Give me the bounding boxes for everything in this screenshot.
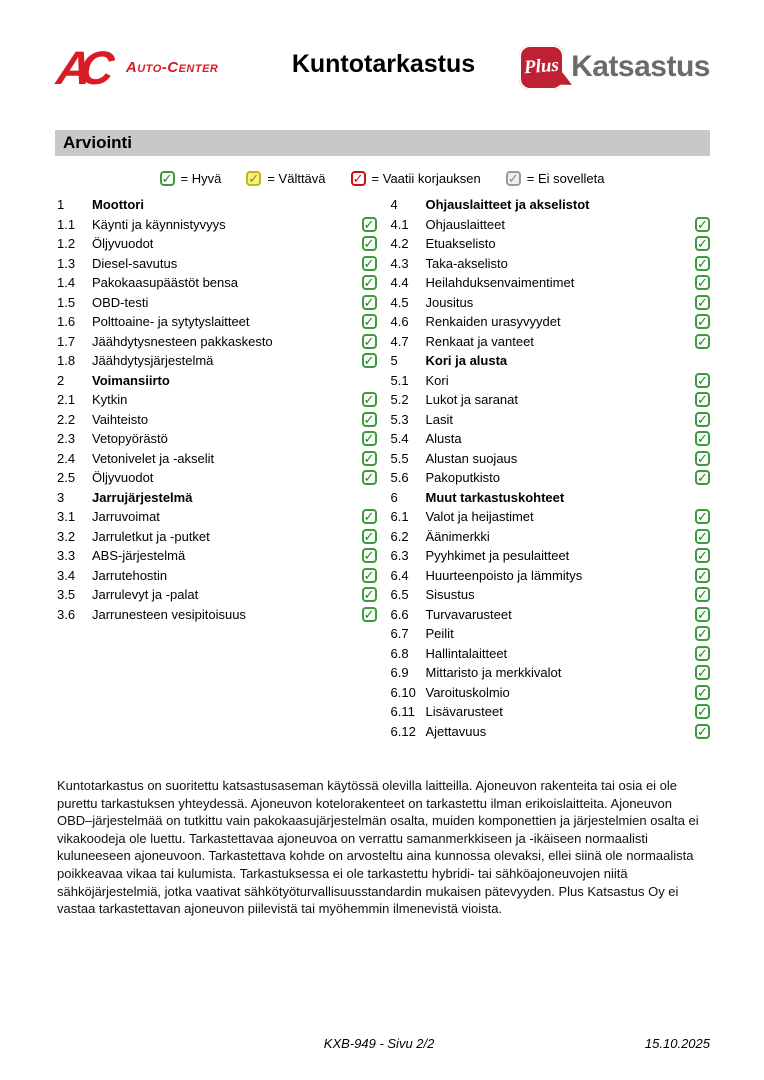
status-slot (693, 509, 710, 524)
item-label: Valot ja heijastimet (425, 509, 534, 525)
checklist-row (57, 293, 377, 313)
checkbox-good-icon: ✓ (695, 236, 710, 251)
item-label: Lisävarusteet (425, 704, 503, 720)
katsastus-logo-text: Katsastus (571, 50, 710, 83)
checkbox-good-icon: ✓ (362, 509, 377, 524)
item-number: 5.5 (390, 450, 409, 466)
item-number: 6.11 (390, 704, 415, 720)
item-label: Lasit (425, 411, 453, 427)
checkbox-good-icon: ✓ (695, 295, 710, 310)
item-label: Moottori (92, 197, 144, 213)
status-slot (693, 217, 710, 232)
page-title: Kuntotarkastus (291, 50, 476, 79)
item-number: 4.3 (390, 255, 409, 271)
item-label: Renkaiden urasyvyydet (425, 314, 561, 330)
item-label: Diesel-savutus (92, 255, 178, 271)
status-slot (693, 295, 710, 310)
checkbox-good-icon: ✓ (362, 392, 377, 407)
checklist-row (57, 332, 377, 352)
item-label: Ajettavuus (425, 723, 487, 739)
checkbox-good-icon: ✓ (362, 451, 377, 466)
item-number: 3.3 (57, 548, 76, 564)
checkbox-good-icon: ✓ (695, 568, 710, 583)
item-number: 2.5 (57, 470, 76, 486)
checklist-row (57, 507, 377, 527)
item-number: 4.4 (390, 275, 409, 291)
status-slot (360, 295, 377, 310)
checkbox-good-icon: ✓ (695, 665, 710, 680)
status-slot (693, 665, 710, 680)
report-header (54, 34, 710, 100)
item-label: Turvavarusteet (425, 606, 512, 622)
item-number: 6 (390, 489, 398, 505)
item-number: 5.1 (390, 372, 409, 388)
legend-item-good (160, 171, 222, 186)
checklist-row (57, 351, 377, 371)
checklist-row (391, 566, 711, 586)
item-label: Kori (425, 372, 449, 388)
item-label: Alustan suojaus (425, 450, 518, 466)
checkbox-na-icon: ✓ (506, 171, 521, 186)
item-number: 2.4 (57, 450, 76, 466)
checklist-row (391, 624, 711, 644)
item-label: Öljyvuodot (92, 236, 154, 252)
status-slot (693, 529, 710, 544)
section-header-row (391, 351, 711, 371)
item-label: Mittaristo ja merkkivalot (425, 665, 562, 681)
section-header-row (57, 195, 377, 215)
checkbox-good-icon: ✓ (695, 314, 710, 329)
item-number: 3 (57, 489, 65, 505)
checkbox-good-icon: ✓ (362, 548, 377, 563)
status-slot (360, 217, 377, 232)
checkbox-good-icon: ✓ (695, 392, 710, 407)
status-slot (360, 451, 377, 466)
checklist-row (391, 332, 711, 352)
item-label: Heilahduksenvaimentimet (425, 275, 575, 291)
checkbox-good-icon: ✓ (695, 587, 710, 602)
item-label: Peilit (425, 626, 454, 642)
checkbox-good-icon: ✓ (362, 470, 377, 485)
checklist-row (391, 585, 711, 605)
status-slot (693, 646, 710, 661)
legend-item-na (506, 171, 605, 186)
status-slot (360, 353, 377, 368)
item-number: 3.4 (57, 567, 76, 583)
checkbox-good-icon: ✓ (695, 704, 710, 719)
checklist-row (57, 390, 377, 410)
page-footer (57, 1036, 710, 1052)
status-slot (360, 256, 377, 271)
checkbox-good-icon: ✓ (362, 236, 377, 251)
checkbox-good-icon: ✓ (362, 275, 377, 290)
footer-date: 15.10.2025 (644, 1036, 710, 1051)
status-slot (693, 587, 710, 602)
checkbox-good-icon: ✓ (695, 451, 710, 466)
disclaimer-text: Kuntotarkastus on suoritettu katsastusaseman käytössä olevilla laitteilla. Ajoneuvon rakenteita tai osia ei ole purettu tarkastuksen yhteydessä. Ajoneuvon kotelorakenteet on tarkastettu ilman erikoislaitteita. Ajoneuvon OBD–järjestelmää on tutkittu vain pakokaasujärjestelmän osalta, muiden komponettien ja järjestelmien osalta ei vikakoodeja ole luettu. Tarkastettavaa ajoneuvoa on verrattu samanmerkkiseen ja -ikäiseen normaalisti kuluneeseen ajoneuvoon. Tarkastettava kohde on arvosteltu aina kunnossa olevaksi, ellei siinä ole normaalista poikkeavaa vikaa tai kulumista. Tarkastuksessa ei ole tarkastettu hybridi- tai sähköajoneuvojen niitä sähköjärjestelmiä, jotka vaativat sähkötyöturvallisuusstandardin mukaisen pätevyyden. Plus Katsastus Oy ei vastaa tarkastettavan ajoneuvon piilevistä tai myöhemmin ilmenevistä vioista. (57, 778, 699, 917)
checkbox-good-icon: ✓ (695, 724, 710, 739)
item-label: Ohjauslaitteet ja akselistot (425, 197, 590, 213)
plus-speech-bubble-icon (519, 45, 564, 90)
checklist-row (57, 546, 377, 566)
checklist-row (391, 546, 711, 566)
item-number: 6.1 (390, 509, 409, 525)
checklist-row (391, 254, 711, 274)
status-slot (360, 392, 377, 407)
checkbox-good-icon: ✓ (362, 431, 377, 446)
item-label: Pakokaasupäästöt bensa (92, 275, 238, 291)
status-slot (693, 412, 710, 427)
item-label: Jarrunesteen vesipitoisuus (92, 606, 246, 622)
checkbox-good-icon: ✓ (695, 275, 710, 290)
checklist-row (57, 215, 377, 235)
checkbox-good-icon: ✓ (362, 314, 377, 329)
checkbox-good-icon: ✓ (695, 607, 710, 622)
checkbox-good-icon: ✓ (362, 529, 377, 544)
checklist-row (391, 527, 711, 547)
checkbox-good-icon: ✓ (695, 529, 710, 544)
item-label: Vaihteisto (92, 411, 149, 427)
item-label: Jarrulevyt ja -palat (92, 587, 199, 603)
item-label: Jarruletkut ja -putket (92, 528, 210, 544)
status-slot (693, 704, 710, 719)
checkbox-good-icon: ✓ (695, 256, 710, 271)
checklist-row (391, 390, 711, 410)
item-label: Taka-akselisto (425, 255, 508, 271)
checkbox-good-icon: ✓ (695, 431, 710, 446)
item-number: 1 (57, 197, 65, 213)
status-slot (360, 275, 377, 290)
item-number: 2 (57, 372, 65, 388)
item-number: 6.5 (390, 587, 409, 603)
status-slot (360, 236, 377, 251)
legend-item-repair (351, 171, 481, 186)
checklist-row (391, 234, 711, 254)
item-number: 5.4 (390, 431, 409, 447)
item-label: Alusta (425, 431, 462, 447)
item-number: 3.5 (57, 587, 76, 603)
checkbox-good-icon: ✓ (695, 626, 710, 641)
item-number: 6.8 (390, 645, 409, 661)
item-label: OBD-testi (92, 294, 149, 310)
checklist (57, 195, 710, 741)
checklist-row (57, 468, 377, 488)
checklist-row (391, 429, 711, 449)
status-slot (360, 548, 377, 563)
item-number: 6.7 (390, 626, 409, 642)
status-slot (693, 685, 710, 700)
item-number: 4.2 (390, 236, 409, 252)
checklist-row (57, 449, 377, 469)
item-label: Jousitus (425, 294, 474, 310)
checklist-row (391, 293, 711, 313)
legend-item-fair (246, 171, 325, 186)
item-number: 2.2 (57, 411, 76, 427)
checklist-row (391, 663, 711, 683)
checklist-column-right (391, 195, 711, 741)
item-label: ABS-järjestelmä (92, 548, 186, 564)
checkbox-good-icon: ✓ (362, 587, 377, 602)
section-header-row (57, 371, 377, 391)
checkbox-good-icon: ✓ (362, 217, 377, 232)
item-number: 5.2 (390, 392, 409, 408)
item-number: 1.2 (57, 236, 76, 252)
item-label: Lukot ja saranat (425, 392, 519, 408)
item-label: Muut tarkastuskohteet (425, 489, 565, 505)
item-label: Äänimerkki (425, 528, 490, 544)
item-number: 5.6 (390, 470, 409, 486)
status-slot (693, 256, 710, 271)
item-label: Sisustus (425, 587, 475, 603)
checkbox-good-icon: ✓ (695, 217, 710, 232)
status-slot (693, 275, 710, 290)
item-label: Etuakselisto (425, 236, 496, 252)
item-number: 6.4 (390, 567, 409, 583)
checklist-row (57, 254, 377, 274)
item-label: Varoituskolmio (425, 684, 510, 700)
section-bar-title: Arviointi (63, 133, 132, 152)
checklist-row (391, 468, 711, 488)
item-number: 5.3 (390, 411, 409, 427)
checkbox-good-icon: ✓ (695, 509, 710, 524)
checkbox-good-icon: ✓ (362, 256, 377, 271)
item-label: Jarrutehostin (92, 567, 168, 583)
checklist-row (391, 507, 711, 527)
checkbox-good-icon: ✓ (362, 334, 377, 349)
item-label: Öljyvuodot (92, 470, 154, 486)
item-label: Pakoputkisto (425, 470, 500, 486)
checklist-row (391, 273, 711, 293)
item-number: 1.6 (57, 314, 76, 330)
section-header-row (57, 488, 377, 508)
status-slot (360, 587, 377, 602)
checkbox-good-icon: ✓ (362, 568, 377, 583)
checkbox-good-icon: ✓ (160, 171, 175, 186)
checklist-row (57, 429, 377, 449)
item-number: 6.2 (390, 528, 409, 544)
status-slot (693, 626, 710, 641)
checkbox-good-icon: ✓ (695, 373, 710, 388)
checklist-row (391, 312, 711, 332)
status-slot (693, 548, 710, 563)
item-label: Kytkin (92, 392, 128, 408)
checklist-row (57, 566, 377, 586)
item-label: Kori ja alusta (425, 353, 508, 369)
status-slot (360, 431, 377, 446)
checkbox-good-icon: ✓ (695, 470, 710, 485)
status-slot (360, 607, 377, 622)
item-number: 1.7 (57, 333, 76, 349)
status-slot (360, 412, 377, 427)
item-label: Jarruvoimat (92, 509, 160, 525)
status-slot (360, 334, 377, 349)
checklist-row (57, 410, 377, 430)
item-label: Renkaat ja vanteet (425, 333, 534, 349)
item-number: 4 (390, 197, 398, 213)
checkbox-good-icon: ✓ (695, 685, 710, 700)
checkbox-good-icon: ✓ (695, 548, 710, 563)
checklist-row (391, 371, 711, 391)
item-number: 6.9 (390, 665, 409, 681)
item-number: 1.8 (57, 353, 76, 369)
status-slot (360, 314, 377, 329)
legend-item-label: = Ei sovelleta (526, 170, 605, 186)
legend (0, 169, 764, 187)
status-slot (693, 314, 710, 329)
section-header-row (391, 195, 711, 215)
checkbox-repair-icon: ✓ (351, 171, 366, 186)
item-label: Vetonivelet ja -akselit (92, 450, 215, 466)
item-number: 3.2 (57, 528, 76, 544)
item-number: 1.3 (57, 255, 76, 271)
item-number: 5 (390, 353, 398, 369)
status-slot (360, 509, 377, 524)
checklist-row (57, 585, 377, 605)
item-label: Vetopyörästö (92, 431, 168, 447)
checklist-row (391, 683, 711, 703)
status-slot (693, 470, 710, 485)
checklist-row (391, 605, 711, 625)
item-label: Jarrujärjestelmä (92, 489, 193, 505)
checklist-row (57, 234, 377, 254)
legend-item-label: = Hyvä (180, 170, 222, 186)
checkbox-good-icon: ✓ (362, 295, 377, 310)
status-slot (693, 334, 710, 349)
checklist-row (57, 273, 377, 293)
status-slot (360, 568, 377, 583)
item-number: 1.4 (57, 275, 76, 291)
item-number: 2.1 (57, 392, 76, 408)
item-label: Käynti ja käynnistyvyys (92, 216, 226, 232)
item-number: 6.10 (390, 684, 416, 700)
item-number: 4.7 (390, 333, 409, 349)
section-header-row (391, 488, 711, 508)
checklist-row (391, 410, 711, 430)
checkbox-good-icon: ✓ (362, 412, 377, 427)
auto-center-logo-text: Auto-Center (125, 58, 219, 76)
legend-item-label: = Vaatii korjauksen (371, 170, 481, 186)
item-number: 2.3 (57, 431, 76, 447)
checkbox-good-icon: ✓ (362, 607, 377, 622)
checkbox-good-icon: ✓ (695, 646, 710, 661)
status-slot (693, 607, 710, 622)
checklist-row (57, 312, 377, 332)
item-number: 4.5 (390, 294, 409, 310)
checkbox-fair-icon: ✓ (246, 171, 261, 186)
item-number: 3.1 (57, 509, 76, 525)
item-label: Ohjauslaitteet (425, 216, 505, 232)
item-number: 1.5 (57, 294, 76, 310)
item-label: Polttoaine- ja sytytyslaitteet (92, 314, 250, 330)
item-number: 4.6 (390, 314, 409, 330)
footer-plate-page: KXB-949 - Sivu 2/2 (323, 1036, 435, 1051)
auto-center-monogram-icon: AC (54, 40, 106, 94)
checkbox-good-icon: ✓ (695, 334, 710, 349)
checklist-row (57, 605, 377, 625)
checkbox-good-icon: ✓ (362, 353, 377, 368)
checklist-row (391, 449, 711, 469)
item-number: 1.1 (57, 216, 76, 232)
item-number: 6.3 (390, 548, 409, 564)
status-slot (360, 470, 377, 485)
item-label: Pyyhkimet ja pesulaitteet (425, 548, 570, 564)
checklist-column-left (57, 195, 377, 741)
status-slot (693, 451, 710, 466)
checklist-row (391, 702, 711, 722)
item-label: Huurteenpoisto ja lämmitys (425, 567, 583, 583)
status-slot (693, 568, 710, 583)
status-slot (693, 373, 710, 388)
checklist-row (57, 527, 377, 547)
section-bar-arviointi (55, 130, 710, 156)
auto-center-logo (54, 40, 219, 94)
checklist-row (391, 722, 711, 742)
item-number: 4.1 (390, 216, 409, 232)
status-slot (693, 236, 710, 251)
status-slot (693, 724, 710, 739)
item-label: Jäähdytysjärjestelmä (92, 353, 214, 369)
plus-katsastus-logo (519, 45, 710, 90)
item-number: 3.6 (57, 606, 76, 622)
checkbox-good-icon: ✓ (695, 412, 710, 427)
legend-item-label: = Välttävä (267, 170, 326, 186)
item-number: 6.12 (390, 723, 416, 739)
item-label: Jäähdytysnesteen pakkaskesto (92, 333, 273, 349)
status-slot (360, 529, 377, 544)
plus-logo-text: Plus (523, 54, 560, 79)
item-number: 6.6 (390, 606, 409, 622)
item-label: Hallintalaitteet (425, 645, 508, 661)
item-label: Voimansiirto (92, 372, 170, 388)
checklist-row (391, 644, 711, 664)
status-slot (693, 431, 710, 446)
status-slot (693, 392, 710, 407)
checklist-row (391, 215, 711, 235)
